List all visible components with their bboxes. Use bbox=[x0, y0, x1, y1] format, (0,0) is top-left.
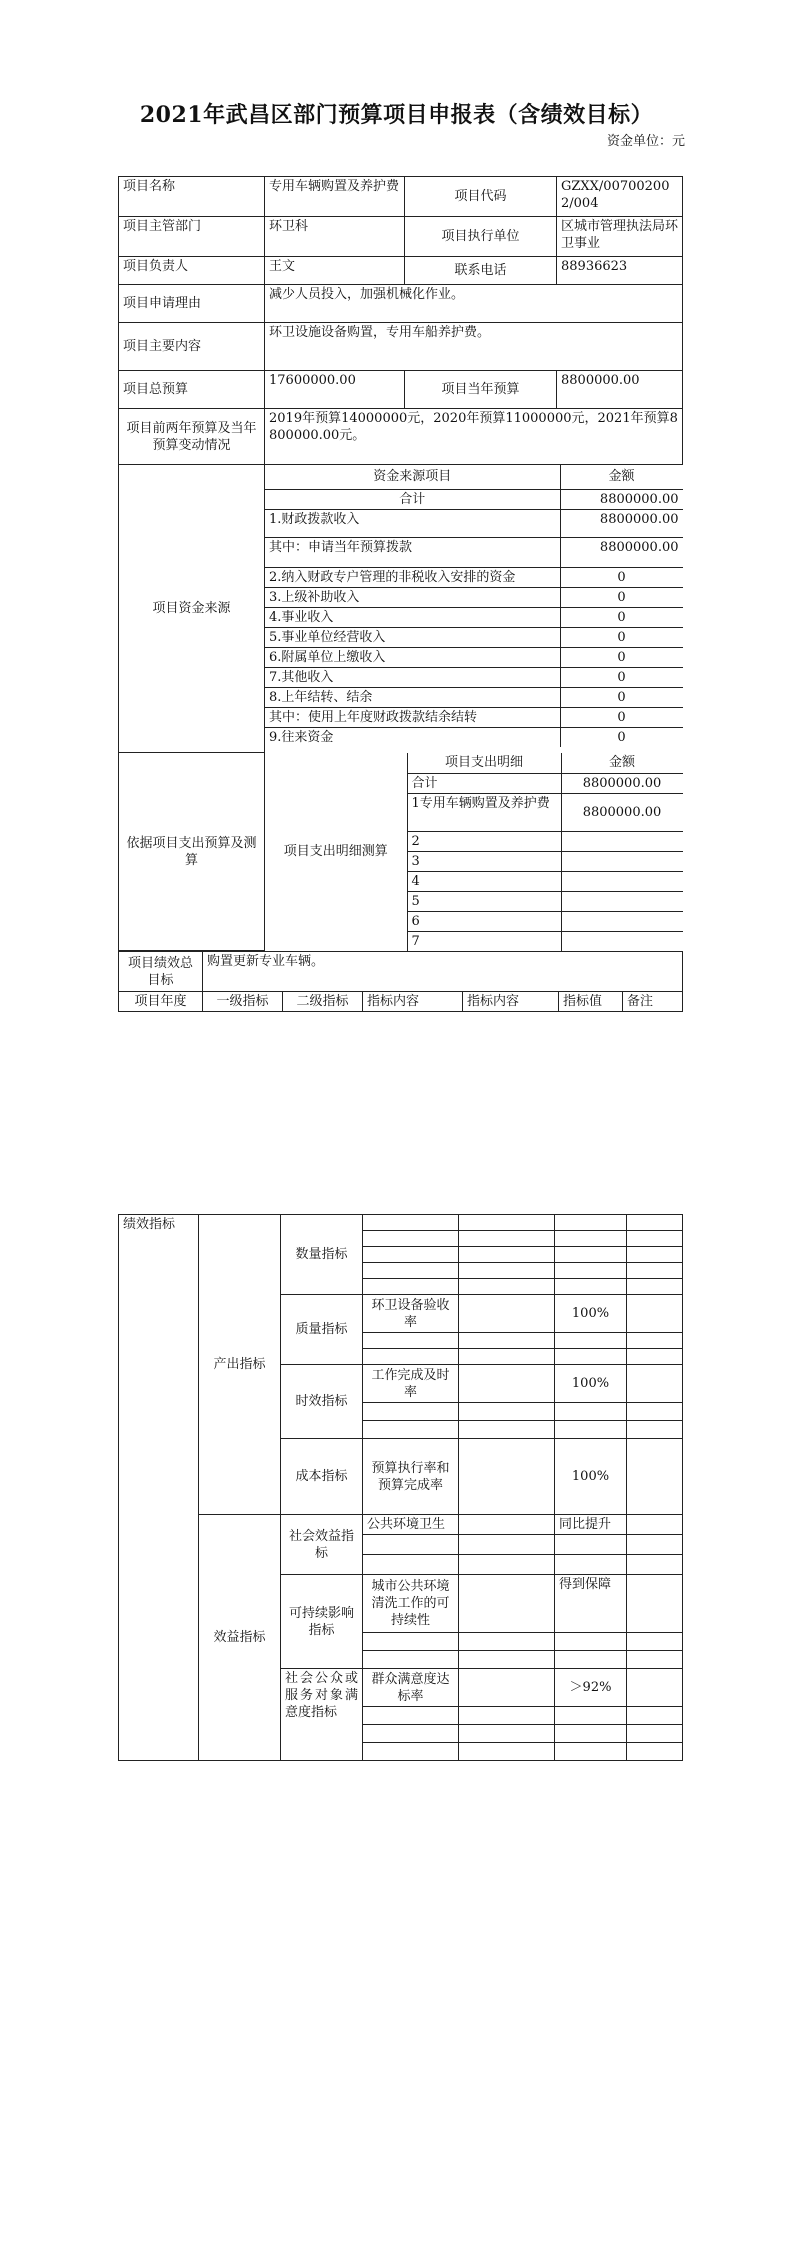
timeliness-indicator-value: 100% bbox=[555, 1365, 627, 1403]
expense-detail-table bbox=[265, 753, 683, 951]
quality-indicator-content: 环卫设备验收率 bbox=[363, 1295, 459, 1333]
expense-row-amount bbox=[561, 891, 683, 911]
sustain-indicator-value: 得到保障 bbox=[555, 1575, 627, 1633]
timeliness-indicator-label: 时效指标 bbox=[281, 1365, 363, 1439]
expense-row-amount: 8800000.00 bbox=[561, 793, 683, 831]
funding-source-label: 项目资金来源 bbox=[119, 465, 265, 753]
overall-goal-label: 项目绩效总目标 bbox=[119, 952, 203, 992]
funding-row-item: 6.附属单位上缴收入 bbox=[265, 647, 560, 667]
funding-head-item: 资金来源项目 bbox=[265, 465, 560, 489]
funding-source-table bbox=[265, 465, 683, 747]
currency-unit: 资金单位：元 bbox=[606, 134, 685, 149]
funding-row-amount: 0 bbox=[560, 607, 683, 627]
funding-row-item: 9.往来资金 bbox=[265, 727, 560, 747]
expense-detail-label: 项目支出明细测算 bbox=[265, 753, 407, 951]
reason-label: 项目申请理由 bbox=[119, 285, 265, 323]
expense-row-item: 2 bbox=[407, 831, 561, 851]
funding-row-item: 5.事业单位经营收入 bbox=[265, 627, 560, 647]
cost-indicator-label: 成本指标 bbox=[281, 1439, 363, 1515]
funding-source-cell bbox=[265, 465, 683, 753]
content-value: 环卫设施设备购置，专用车船养护费。 bbox=[265, 323, 683, 371]
funding-row-item: 7.其他收入 bbox=[265, 667, 560, 687]
funding-row-item: 1.财政拨款收入 bbox=[265, 509, 560, 537]
satisfaction-indicator-value: ＞92% bbox=[555, 1669, 627, 1707]
funding-row-item: 8.上年结转、结余 bbox=[265, 687, 560, 707]
expense-head-item: 项目支出明细 bbox=[407, 753, 561, 774]
timeliness-indicator-content: 工作完成及时率 bbox=[363, 1365, 459, 1403]
perf-header-level2: 二级指标 bbox=[283, 992, 363, 1012]
perf-header-content-2: 指标内容 bbox=[463, 992, 559, 1012]
goal-table bbox=[118, 951, 683, 1012]
perf-header-year: 项目年度 bbox=[119, 992, 203, 1012]
project-name-label: 项目名称 bbox=[119, 177, 265, 217]
owner-value: 王文 bbox=[265, 257, 405, 285]
funding-row-item: 2.纳入财政专户管理的非税收入安排的资金 bbox=[265, 567, 560, 587]
current-budget-label: 项目当年预算 bbox=[405, 371, 557, 409]
phone-value: 88936623 bbox=[557, 257, 683, 285]
department-value: 环卫科 bbox=[265, 217, 405, 257]
phone-label: 联系电话 bbox=[405, 257, 557, 285]
project-code-value: GZXX/007002002/004 bbox=[557, 177, 683, 217]
funding-row-amount: 8800000.00 bbox=[560, 537, 683, 567]
expense-row-item: 4 bbox=[407, 871, 561, 891]
funding-row-amount: 0 bbox=[560, 667, 683, 687]
page-title: 2021年武昌区部门预算项目申报表（含绩效目标） bbox=[139, 102, 654, 128]
satisfaction-indicator-content: 群众满意度达标率 bbox=[363, 1669, 459, 1707]
funding-row-amount: 0 bbox=[560, 627, 683, 647]
funding-row-item: 合计 bbox=[265, 489, 560, 509]
social-indicator-label: 社会效益指标 bbox=[281, 1515, 363, 1575]
expense-head-amount: 金额 bbox=[561, 753, 683, 774]
funding-row-amount: 8800000.00 bbox=[560, 509, 683, 537]
expense-row-item: 合计 bbox=[407, 773, 561, 793]
expense-basis-label: 依据项目支出预算及测算 bbox=[119, 753, 265, 951]
expense-row-amount bbox=[561, 851, 683, 871]
funding-row-amount: 0 bbox=[560, 587, 683, 607]
expense-row-amount bbox=[561, 871, 683, 891]
current-budget-value: 8800000.00 bbox=[557, 371, 683, 409]
expense-row-amount: 8800000.00 bbox=[561, 773, 683, 793]
exec-unit-value: 区城市管理执法局环卫事业 bbox=[557, 217, 683, 257]
sustain-indicator-label: 可持续影响指标 bbox=[281, 1575, 363, 1669]
funding-row-amount: 0 bbox=[617, 729, 626, 745]
expense-row-amount bbox=[561, 831, 683, 851]
overall-goal-value: 购置更新专业车辆。 bbox=[203, 952, 683, 992]
perf-header-level1: 一级指标 bbox=[203, 992, 283, 1012]
benefit-indicator-label: 效益指标 bbox=[199, 1515, 281, 1761]
quantity-indicator-label: 数量指标 bbox=[281, 1215, 363, 1295]
expense-row-amount bbox=[561, 931, 683, 951]
expense-row-item: 6 bbox=[407, 911, 561, 931]
funding-row-item: 3.上级补助收入 bbox=[265, 587, 560, 607]
total-budget-label: 项目总预算 bbox=[119, 371, 265, 409]
perf-header-content: 指标内容 bbox=[363, 992, 463, 1012]
expense-row-item: 3 bbox=[407, 851, 561, 871]
funding-head-amount: 金额 bbox=[560, 465, 683, 489]
project-code-label: 项目代码 bbox=[405, 177, 557, 217]
funding-row-item: 其中：申请当年预算拨款 bbox=[265, 537, 560, 567]
perf-header-value: 指标值 bbox=[559, 992, 623, 1012]
sustain-indicator-content: 城市公共环境清洗工作的可持续性 bbox=[363, 1575, 459, 1633]
funding-row-amount: 0 bbox=[560, 707, 683, 727]
budget-change-label: 项目前两年预算及当年预算变动情况 bbox=[119, 409, 265, 465]
funding-row-amount: 8800000.00 bbox=[560, 489, 683, 509]
satisfaction-indicator-label: 社会公众或服务对象满意度指标 bbox=[281, 1669, 363, 1761]
social-indicator-value: 同比提升 bbox=[555, 1515, 627, 1535]
budget-change-value: 2019年预算14000000元，2020年预算11000000元，2021年预算8800000.00元。 bbox=[265, 409, 683, 465]
reason-value: 减少人员投入，加强机械化作业。 bbox=[265, 285, 683, 323]
main-form-table bbox=[118, 176, 683, 951]
funding-row-amount: 0 bbox=[560, 647, 683, 667]
output-indicator-label: 产出指标 bbox=[199, 1215, 281, 1515]
expense-row-item: 5 bbox=[407, 891, 561, 911]
project-name-value: 专用车辆购置及养护费 bbox=[265, 177, 405, 217]
expense-basis-cell bbox=[265, 753, 683, 951]
expense-row-item: 7 bbox=[407, 931, 561, 951]
exec-unit-label: 项目执行单位 bbox=[405, 217, 557, 257]
funding-row-item: 其中：使用上年度财政拨款结余结转 bbox=[265, 707, 560, 727]
funding-row-amount: 0 bbox=[560, 687, 683, 707]
cost-indicator-content: 预算执行率和预算完成率 bbox=[363, 1439, 459, 1515]
content-label: 项目主要内容 bbox=[119, 323, 265, 371]
expense-row-amount bbox=[561, 911, 683, 931]
perf-indicator-label: 绩效指标 bbox=[119, 1215, 199, 1761]
performance-table bbox=[118, 1214, 683, 1761]
perf-header-remark: 备注 bbox=[623, 992, 683, 1012]
funding-row-amount: 0 bbox=[560, 567, 683, 587]
cost-indicator-value: 100% bbox=[555, 1439, 627, 1515]
department-label: 项目主管部门 bbox=[119, 217, 265, 257]
quality-indicator-value: 100% bbox=[555, 1295, 627, 1333]
expense-row-item: 1专用车辆购置及养护费 bbox=[407, 793, 561, 831]
owner-label: 项目负责人 bbox=[119, 257, 265, 285]
quality-indicator-label: 质量指标 bbox=[281, 1295, 363, 1365]
total-budget-value: 17600000.00 bbox=[265, 371, 405, 409]
social-indicator-content: 公共环境卫生 bbox=[363, 1515, 459, 1535]
funding-row-item: 4.事业收入 bbox=[265, 607, 560, 627]
